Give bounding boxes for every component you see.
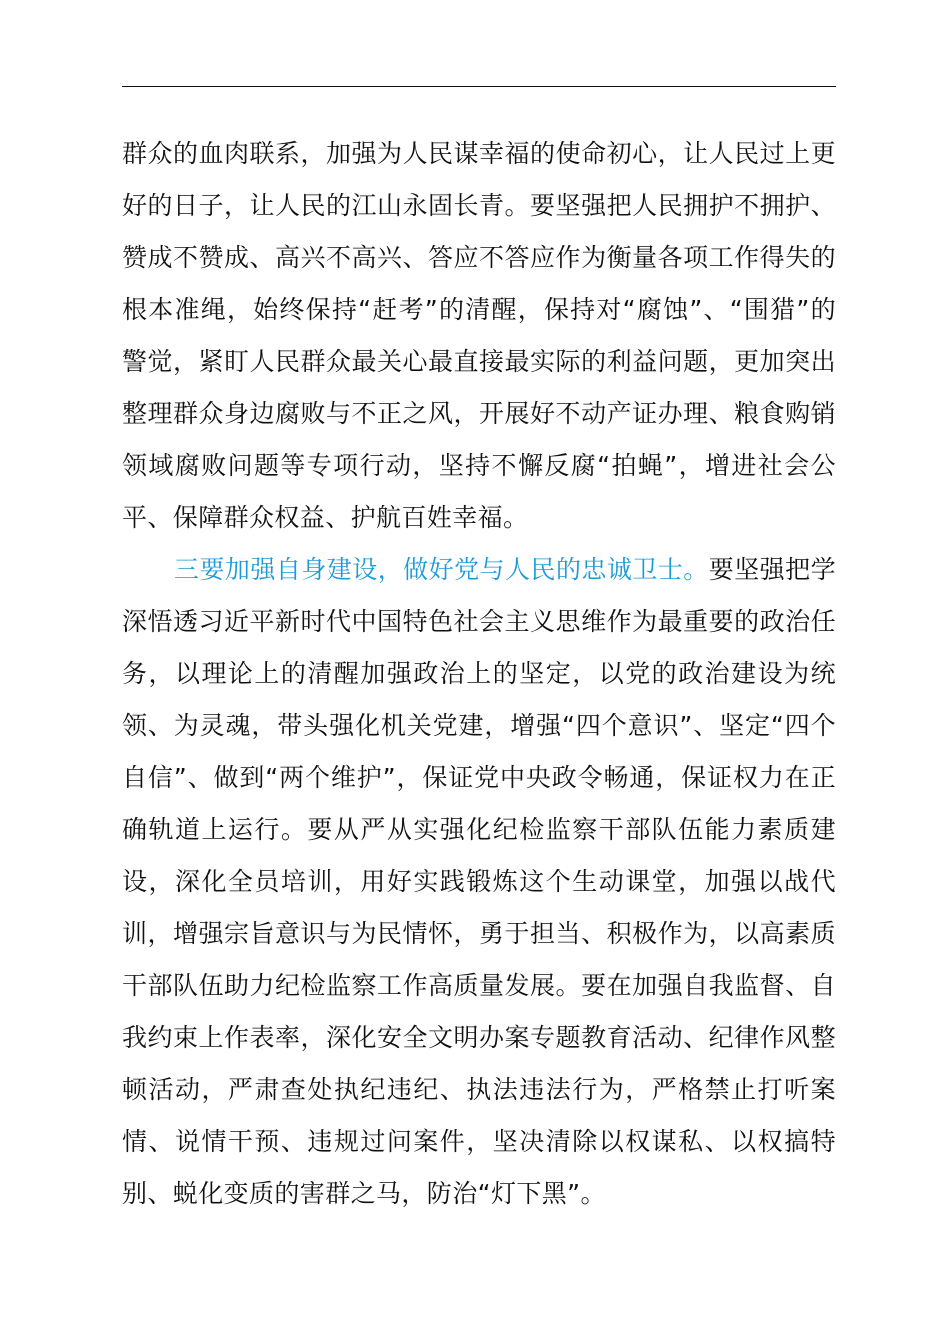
header-rule: [122, 86, 836, 87]
section-heading: 三要加强自身建设，做好党与人民的忠诚卫士。: [174, 555, 709, 584]
paragraph-2-body: 要坚强把学深悟透习近平新时代中国特色社会主义思维作为最重要的政治任务，以理论上的清醒加强政治上的坚定，以党的政治建设为统领、为灵魂，带头强化机关党建，增强“四个意识”、坚定“四个自信”、做到“两个维护”，保证党中央政令畅通，保证权力在正确轨道上运行。要从严从实强化纪检监察干部队伍能力素质建设，深化全员培训，用好实践锻炼这个生动课堂，加强以战代训，增强宗旨意识与为民情怀，勇于担当、积极作为，以高素质干部队伍助力纪检监察工作高质量发展。要在加强自我监督、自我约束上作表率，深化安全文明办案专题教育活动、纪律作风整顿活动，严肃查处执纪违纪、执法违法行为，严格禁止打听案情、说情干预、违规过问案件，坚决清除以权谋私、以权搞特别、蜕化变质的害群之马，防治“灯下黑”。: [122, 555, 836, 1208]
paragraph-1: 群众的血肉联系，加强为人民谋幸福的使命初心，让人民过上更好的日子，让人民的江山永固长青。要坚强把人民拥护不拥护、赞成不赞成、高兴不高兴、答应不答应作为衡量各项工作得失的根本准绳，始终保持“赶考”的清醒，保持对“腐蚀”、“围猎”的警觉，紧盯人民群众最关心最直接最实际的利益问题，更加突出整理群众身边腐败与不正之风，开展好不动产证办理、粮食购销领域腐败问题等专项行动，坚持不懈反腐“拍蝇”，增进社会公平、保障群众权益、护航百姓幸福。: [122, 139, 836, 532]
document-body: [122, 128, 836, 1220]
paragraph-2: [122, 544, 836, 1220]
